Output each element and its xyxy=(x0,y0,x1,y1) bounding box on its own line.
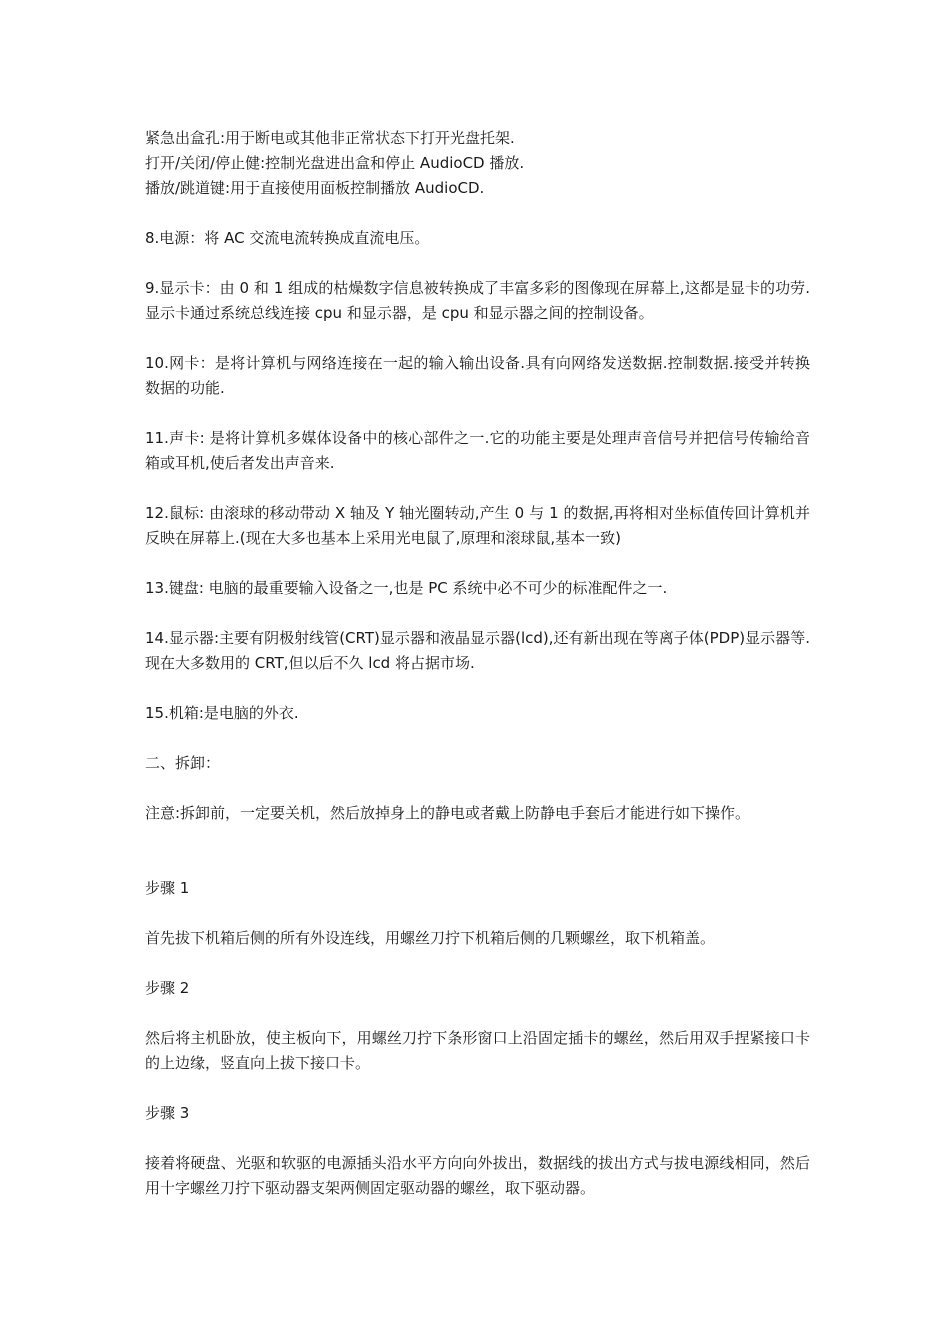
section-heading: 二、拆卸： xyxy=(145,754,221,772)
step-label: 步骤 3 xyxy=(145,1104,190,1122)
item-monitor: 14.显示器:主要有阴极射线管(CRT)显示器和液晶显示器(lcd),还有新出现在等离子体(PDP)显示器等.现在大多数用的 CRT,但以后不久 lcd 将占据市场. xyxy=(145,629,810,672)
step-text: 首先拔下机箱后侧的所有外设连线，用螺丝刀拧下机箱后侧的几颗螺丝，取下机箱盖。 xyxy=(145,929,716,947)
intro-line-eject-hole: 紧急出盒孔:用于断电或其他非正常状态下打开光盘托架. xyxy=(145,129,515,147)
item-case: 15.机箱:是电脑的外衣. xyxy=(145,704,299,722)
item-power: 8.电源：将 AC 交流电流转换成直流电压。 xyxy=(145,229,430,247)
item-network-card: 10.网卡：是将计算机与网络连接在一起的输入输出设备.具有向网络发送数据.控制数据.接受并转换数据的功能. xyxy=(145,354,810,397)
step-label: 步骤 1 xyxy=(145,879,190,897)
item-sound-card: 11.声卡: 是将计算机多媒体设备中的核心部件之一.它的功能主要是处理声音信号并把信号传输给音箱或耳机,使后者发出声音来. xyxy=(145,429,810,472)
item-display-card: 9.显示卡：由 0 和 1 组成的枯燥数字信息被转换成了丰富多彩的图像现在屏幕上,这都是显卡的功劳.显示卡通过系统总线连接 cpu 和显示器，是 cpu 和显示器之间的控制设备。 xyxy=(145,279,810,322)
item-mouse: 12.鼠标: 由滚球的移动带动 X 轴及 Y 轴光圈转动,产生 0 与 1 的数据,再将相对坐标值传回计算机并反映在屏幕上.(现在大多也基本上采用光电鼠了,原理和滚球鼠,基本一致) xyxy=(145,504,810,547)
intro-line-open-close-key: 打开/关闭/停止健:控制光盘进出盒和停止 AudioCD 播放. xyxy=(145,154,525,172)
step-text: 接着将硬盘、光驱和软驱的电源插头沿水平方向向外拔出，数据线的拔出方式与拔电源线相同，然后用十字螺丝刀拧下驱动器支架两侧固定驱动器的螺丝，取下驱动器。 xyxy=(145,1154,810,1197)
step-text: 然后将主机卧放，使主板向下，用螺丝刀拧下条形窗口上沿固定插卡的螺丝，然后用双手捏紧接口卡的上边缘，竖直向上拔下接口卡。 xyxy=(145,1029,810,1072)
step-label: 步骤 2 xyxy=(145,979,190,997)
item-keyboard: 13.键盘: 电脑的最重要输入设备之一,也是 PC 系统中必不可少的标准配件之一. xyxy=(145,579,668,597)
document-page xyxy=(145,126,810,1201)
intro-line-play-skip-key: 播放/跳道键:用于直接使用面板控制播放 AudioCD. xyxy=(145,179,485,197)
section-note: 注意:拆卸前，一定要关机，然后放掉身上的静电或者戴上防静电手套后才能进行如下操作。 xyxy=(145,804,751,822)
